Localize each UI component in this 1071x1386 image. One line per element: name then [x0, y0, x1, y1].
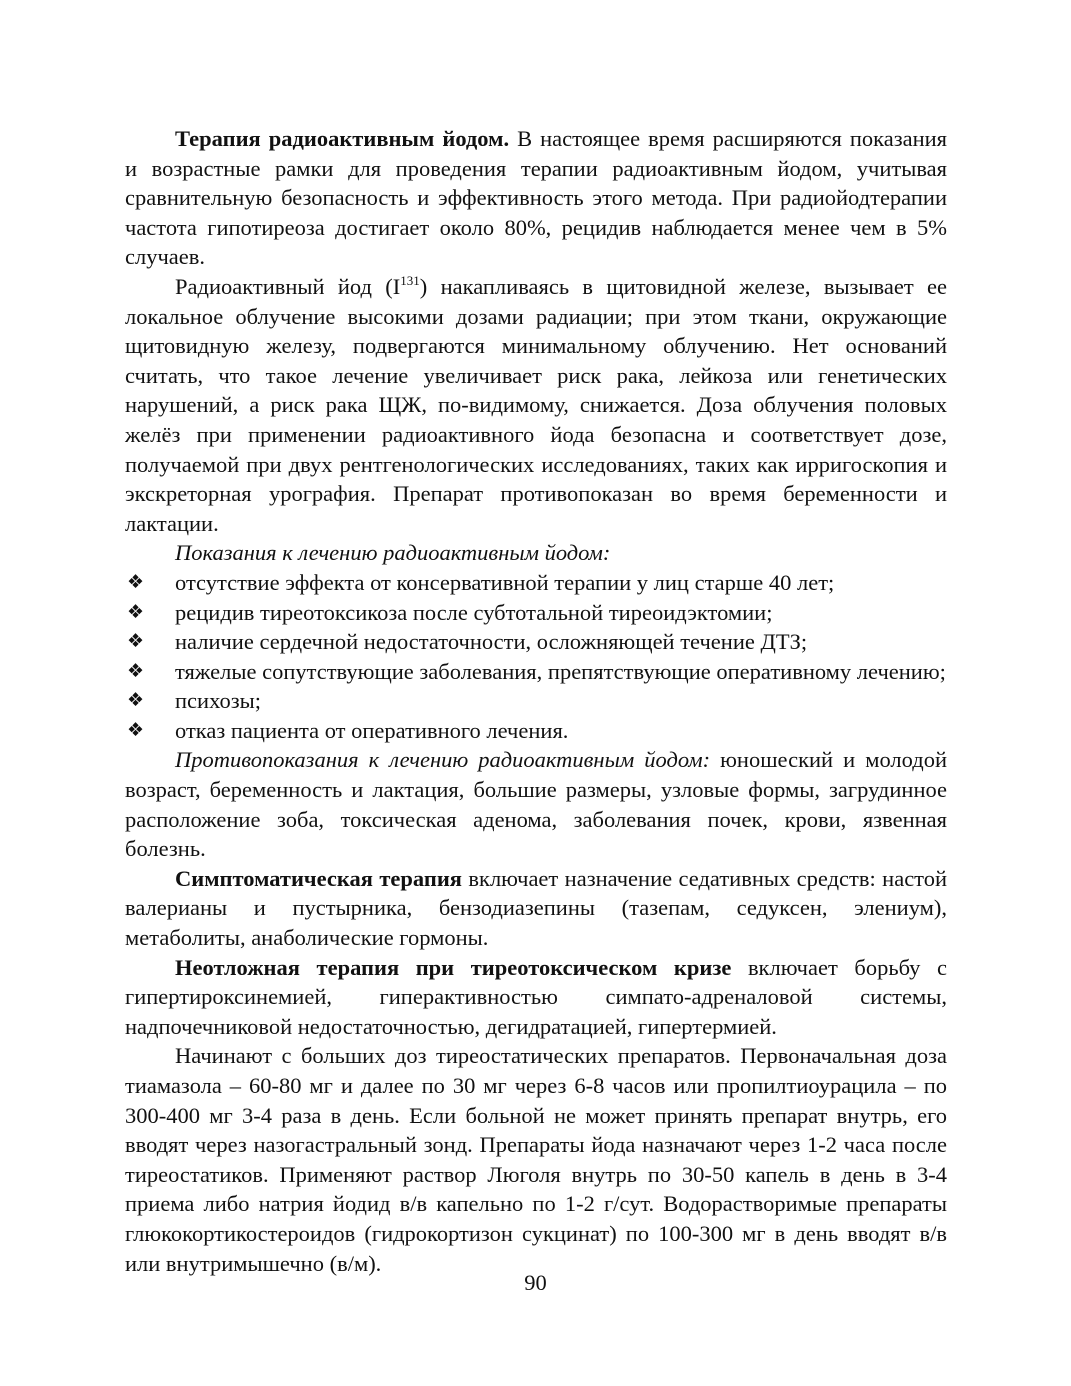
symptomatic-paragraph	[125, 864, 947, 953]
radioiodine-mechanism-paragraph	[125, 272, 947, 538]
list-item-text: отказ пациента от оперативного лечения.	[175, 717, 569, 743]
page-body	[125, 124, 947, 1278]
list-item-text: тяжелые сопутствующие заболевания, препятствующие оперативному лечению;	[175, 658, 946, 684]
diamond-bullet-icon: ❖	[127, 718, 145, 741]
list-item	[125, 568, 947, 598]
indications-heading: Показания к лечению радиоактивным йодом:	[175, 540, 611, 566]
radioiodine-intro-text: В настоящее время расширяются показания и возрастные рамки для проведения терапии радиоактивным йодом, учитывая сравнительную безопасность и эффективность этого метода. При радиойодтерапии частота гипотиреоза достигает около 80%, рецидив наблюдается менее чем в 5% случаев.	[125, 126, 947, 270]
diamond-bullet-icon: ❖	[127, 570, 145, 593]
list-item-text: наличие сердечной недостаточности, осложняющей течение ДТЗ;	[175, 629, 808, 655]
list-item-text: отсутствие эффекта от консервативной терапии у лиц старше 40 лет;	[175, 569, 835, 595]
contraindications-heading: Противопоказания к лечению радиоактивным йодом:	[175, 747, 711, 773]
section-heading-crisis: Неотложная терапия при тиреотоксическом кризе	[175, 954, 732, 980]
list-item	[125, 716, 947, 746]
list-item	[125, 657, 947, 687]
page-number: 90	[524, 1270, 547, 1295]
list-item	[125, 598, 947, 628]
section-heading-radioiodine: Терапия радиоактивным йодом.	[175, 126, 510, 151]
diamond-bullet-icon: ❖	[127, 630, 145, 653]
contraindications-paragraph	[125, 745, 947, 863]
section-heading-symptomatic: Симптоматическая терапия	[175, 865, 462, 891]
diamond-bullet-icon: ❖	[127, 600, 145, 623]
diamond-bullet-icon: ❖	[127, 689, 145, 712]
list-item	[125, 686, 947, 716]
list-item	[125, 627, 947, 657]
list-item-text: психозы;	[175, 688, 261, 714]
indications-list	[125, 568, 947, 746]
crisis-dosing-paragraph: Начинают с больших доз тиреостатических препаратов. Первоначальная доза тиамазола – 60-80 мг и далее по 30 мг через 6-8 часов или пропилтиоурацила – по 300-400 мг 3-4 раза в день. Если больной не может принять препарат внутрь, его вводят через назогастральный зонд. Препараты йода назначают через 1-2 часа после тиреостатиков. Применяют раствор Люголя внутрь по 30-50 капель в день в 3-4 приема либо натрия йодид в/в капельно по 1-2 г/сут. Водорастворимые препараты глюкокортикостероидов (гидрокортизон сукцинат) по 100-300 мг в день вводят в/в или внутримышечно (в/м).	[125, 1043, 947, 1276]
radioiodine-mechanism-text: ) накапливаясь в щитовидной железе, вызывает ее локальное облучение высокими дозами радиации; при этом ткани, окружающие щитовидную железу, подвергаются минимальному облучению. Нет оснований считать, что такое лечение увеличивает риск рака, лейкоза или генетических нарушений, а риск рака ЩЖ, по-видимому, снижается. Доза облучения половых желёз при применении радиоактивного йода безопасна и соответствует дозе, получаемой при двух рентгенологических исследованиях, таких как ирригоскопия и экскреторная урография. Препарат противопоказан во время беременности и лактации.	[125, 273, 947, 536]
contraindications-text: юношеский и молодой возраст, беременность и лактация, большие размеры, узловые формы, загрудинное расположение зоба, токсическая аденома, заболевания почек, крови, язвенная болезнь.	[125, 747, 947, 862]
radioiodine-paragraph	[125, 124, 947, 272]
radioiodine-mechanism-start: Радиоактивный йод (I	[175, 273, 401, 299]
isotope-superscript: 131	[400, 272, 420, 288]
crisis-text: включает борьбу с гипертироксинемией, гиперактивностью симпато-адреналовой системы, надпочечниковой недостаточностью, дегидратацией, гипертермией.	[125, 954, 947, 1039]
crisis-paragraph	[125, 953, 947, 1042]
diamond-bullet-icon: ❖	[127, 659, 145, 682]
symptomatic-text: включает назначение седативных средств: настой валерианы и пустырника, бензодиазепины (тазепам, седуксен, элениум), метаболиты, анаболические гормоны.	[125, 865, 948, 951]
list-item-text: рецидив тиреотоксикоза после субтотальной тиреоидэктомии;	[175, 599, 773, 625]
